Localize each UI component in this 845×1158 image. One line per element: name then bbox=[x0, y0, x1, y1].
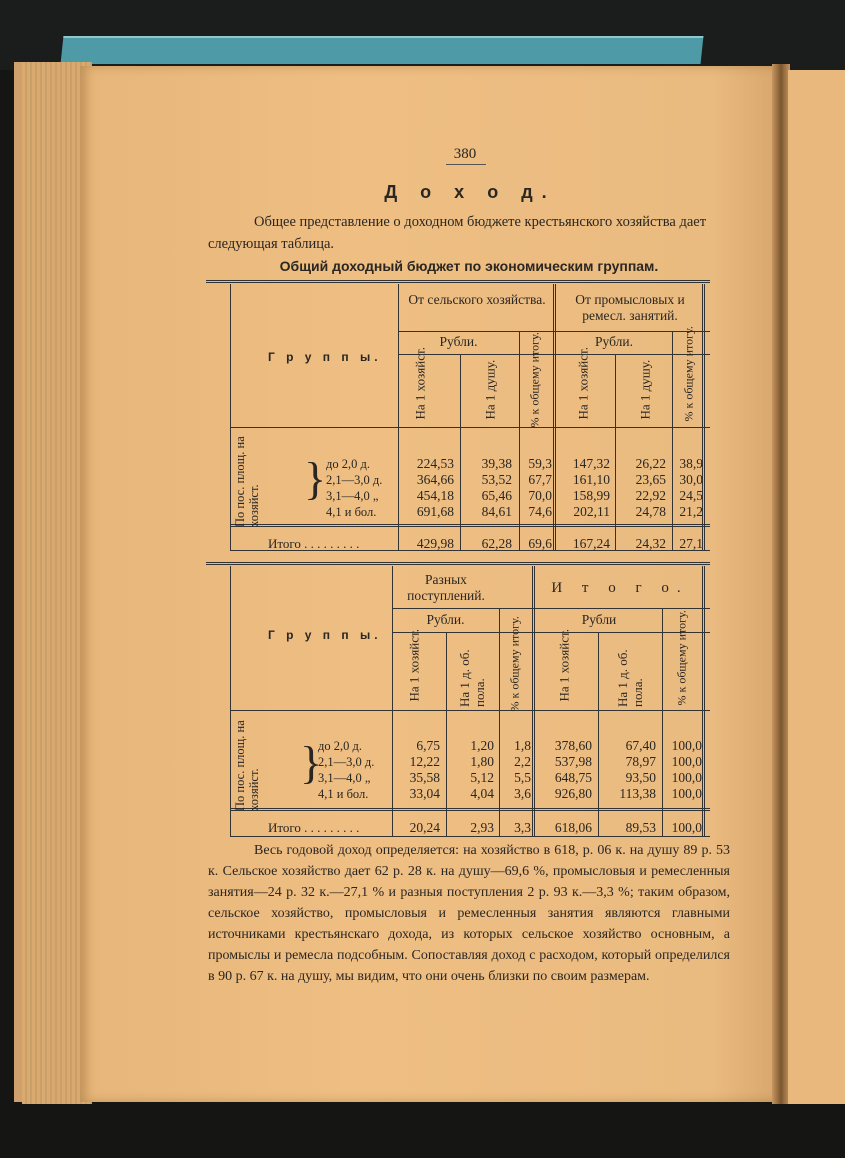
cell: 100,0 bbox=[671, 786, 702, 801]
column-values bbox=[673, 456, 703, 520]
background-bottom bbox=[0, 1104, 845, 1158]
cell: 23,65 bbox=[635, 472, 666, 487]
cell: 100,0 bbox=[671, 770, 702, 785]
col-per-area: На 1 д. об. пола. bbox=[457, 649, 487, 707]
section-title-total: И т о г о. bbox=[551, 580, 689, 596]
grid-line bbox=[553, 284, 556, 550]
section-title-agriculture: От сельского хозяйства. bbox=[408, 292, 546, 307]
table-top-rule bbox=[206, 562, 710, 565]
column-values bbox=[521, 456, 552, 520]
cell: 691,68 bbox=[416, 504, 454, 519]
row-label: 2,1—3,0 д. bbox=[318, 755, 375, 769]
income-table-1 bbox=[206, 280, 710, 552]
side-label: По пос. площ. на хозяйст. bbox=[233, 720, 261, 811]
cell: 158,99 bbox=[572, 488, 610, 503]
col-percent: % к общему итогу. bbox=[527, 332, 542, 428]
cell: 12,22 bbox=[409, 754, 440, 769]
cell: 1,20 bbox=[470, 738, 494, 753]
row-labels bbox=[326, 456, 382, 520]
row-label: до 2,0 д. bbox=[318, 739, 362, 753]
cell: 6,75 bbox=[416, 738, 440, 753]
cell: 113,38 bbox=[619, 786, 656, 801]
total-cell: 89,53 bbox=[625, 820, 656, 835]
grid-line bbox=[230, 566, 231, 836]
column-values bbox=[464, 456, 512, 520]
cell: 67,40 bbox=[625, 738, 656, 753]
total-cell: 24,32 bbox=[635, 536, 666, 551]
cell: 22,92 bbox=[635, 488, 666, 503]
col-per-area: На 1 д. об. пола. bbox=[615, 649, 645, 707]
facing-page bbox=[788, 70, 845, 1105]
cell: 100,0 bbox=[671, 754, 702, 769]
table-bottom-rule bbox=[230, 836, 710, 837]
row-label: 2,1—3,0 д. bbox=[326, 473, 383, 487]
cell: 38,9 bbox=[679, 456, 703, 471]
section-heading: Д о х о д. bbox=[384, 182, 556, 202]
col-percent: % к общему итогу. bbox=[674, 610, 689, 706]
section-title-trades: От промысловых и ремесл. занятий. bbox=[575, 292, 685, 323]
cell: 2,2 bbox=[514, 754, 531, 769]
grid-line bbox=[446, 632, 447, 836]
grid-line bbox=[392, 566, 393, 836]
cell: 4,04 bbox=[470, 786, 494, 801]
grid-line bbox=[532, 566, 535, 836]
side-label: По пос. площ. на хозяйст. bbox=[233, 436, 261, 527]
row-label: 4,1 и бол. bbox=[326, 505, 377, 519]
rubles-label: Рубли. bbox=[439, 334, 478, 349]
col-per-soul: На 1 душу. bbox=[482, 359, 498, 420]
column-values bbox=[664, 738, 702, 802]
col-per-household: На 1 хозяйст. bbox=[556, 629, 572, 702]
total-label: Итого . . . . . . . . . bbox=[268, 820, 360, 835]
cell: 5,12 bbox=[470, 770, 494, 785]
cell: 147,32 bbox=[572, 456, 610, 471]
total-cell: 167,24 bbox=[572, 536, 610, 551]
row-labels bbox=[318, 738, 374, 802]
column-values bbox=[618, 456, 666, 520]
grid-line bbox=[702, 566, 705, 836]
total-label: Итого . . . . . . . . . bbox=[268, 536, 360, 551]
cell: 65,46 bbox=[481, 488, 512, 503]
total-cell: 2,93 bbox=[470, 820, 494, 835]
table-title: Общий доходный бюджет по экономическим группам. bbox=[279, 258, 659, 274]
grid-line bbox=[598, 632, 599, 836]
column-values bbox=[538, 738, 592, 802]
header-bottom-rule bbox=[230, 710, 710, 711]
groups-header: Г р у п п ы. bbox=[268, 628, 382, 642]
col-percent: % к общему итогу. bbox=[507, 616, 522, 712]
cell: 926,80 bbox=[554, 786, 592, 801]
body-paragraph: Весь годовой доход определяется: на хозяйство в 618, р. 06 к. на душу 89 р. 53 к. Сельское хозяйство дает 62 р. 28 к. на душу—69,6 %, промысловыя и ремесленныя занятия—24 р. 32 к.—27,1 % и разныя поступления 2 р. 93 к.—3,3 %; таким образом, сельское хозяйство, промысловыя и ремесленныя занятия являются главными источниками крестьянскаго дохода, из которых сельское хозяйство основным, а промыслы и ремесла подсобным. Сопоставляя доход с расходом, который определился в 90 р. 67 к. на душу, мы видим, что они очень близки по своим размерам. bbox=[208, 843, 730, 984]
row-label: 3,1—4,0 „ bbox=[318, 771, 371, 785]
book-cover-edge bbox=[61, 36, 704, 64]
cell: 648,75 bbox=[554, 770, 592, 785]
page-number: 380 bbox=[453, 146, 477, 162]
cell: 537,98 bbox=[554, 754, 592, 769]
cell: 3,6 bbox=[514, 786, 531, 801]
cell: 78,97 bbox=[625, 754, 656, 769]
rubles-label: Рубли bbox=[581, 612, 617, 627]
grid-line bbox=[398, 284, 399, 550]
brace: } bbox=[304, 453, 327, 504]
grid-line bbox=[519, 331, 520, 550]
cell: 30,0 bbox=[679, 472, 703, 487]
total-cell: 100,0 bbox=[671, 820, 702, 835]
page-number-rule bbox=[446, 164, 486, 165]
table-top-rule bbox=[206, 280, 710, 283]
cell: 454,18 bbox=[416, 488, 454, 503]
cell: 67,7 bbox=[528, 472, 552, 487]
cell: 21,2 bbox=[679, 504, 703, 519]
cell: 26,22 bbox=[635, 456, 666, 471]
cell: 35,58 bbox=[409, 770, 440, 785]
cell: 53,52 bbox=[481, 472, 512, 487]
cell: 202,11 bbox=[573, 504, 610, 519]
column-values bbox=[396, 738, 440, 802]
cell: 224,53 bbox=[416, 456, 454, 471]
row-label: 4,1 и бол. bbox=[318, 787, 369, 801]
cell: 378,60 bbox=[554, 738, 592, 753]
col-per-household: На 1 хозяйст. bbox=[412, 347, 428, 420]
total-cell: 69,6 bbox=[528, 536, 552, 551]
rubles-label: Рубли. bbox=[595, 334, 633, 349]
cell: 24,78 bbox=[635, 504, 666, 519]
cell: 100,0 bbox=[671, 738, 702, 753]
income-table-2 bbox=[206, 562, 710, 840]
groups-header: Г р у п п ы. bbox=[268, 350, 382, 364]
column-values bbox=[558, 456, 610, 520]
rubles-label: Рубли. bbox=[426, 612, 465, 627]
cell: 33,04 bbox=[409, 786, 440, 801]
cell: 59,3 bbox=[528, 456, 552, 471]
cell: 70,0 bbox=[528, 488, 552, 503]
grid-line bbox=[230, 284, 231, 550]
intro-paragraph: Общее представление о доходном бюджете крестьянского хозяйства дает следующая таблица. bbox=[208, 214, 707, 252]
total-cell: 20,24 bbox=[409, 820, 440, 835]
total-rule bbox=[230, 808, 710, 811]
cell: 93,50 bbox=[625, 770, 656, 785]
column-values bbox=[450, 738, 494, 802]
cell: 1,8 bbox=[514, 738, 531, 753]
row-label: до 2,0 д. bbox=[326, 457, 370, 471]
cell: 161,10 bbox=[572, 472, 610, 487]
grid-line bbox=[460, 354, 461, 550]
total-cell: 429,98 bbox=[416, 536, 454, 551]
col-percent: % к общему итогу. bbox=[681, 326, 696, 422]
row-label: 3,1—4,0 „ bbox=[326, 489, 379, 503]
cell: 1,80 bbox=[470, 754, 494, 769]
section-title-misc: Разных поступлений. bbox=[407, 572, 485, 603]
grid-line bbox=[662, 608, 663, 836]
col-per-household: На 1 хозяйст. bbox=[406, 629, 422, 702]
header-bottom-rule bbox=[230, 427, 710, 428]
total-rule bbox=[230, 524, 710, 527]
total-cell: 62,28 bbox=[481, 536, 512, 551]
grid-line bbox=[499, 608, 500, 836]
col-per-household: На 1 хозяйст. bbox=[575, 347, 591, 420]
cell: 5,5 bbox=[514, 770, 531, 785]
total-cell: 618,06 bbox=[554, 820, 592, 835]
column-values bbox=[501, 738, 531, 802]
cell: 84,61 bbox=[481, 504, 512, 519]
cell: 364,66 bbox=[416, 472, 454, 487]
grid-line bbox=[615, 354, 616, 550]
cell: 74,6 bbox=[528, 504, 552, 519]
column-values bbox=[602, 738, 656, 802]
cell: 39,38 bbox=[481, 456, 512, 471]
total-cell: 3,3 bbox=[514, 820, 531, 835]
column-values bbox=[402, 456, 454, 520]
total-cell: 27,1 bbox=[679, 536, 703, 551]
cell: 24,5 bbox=[679, 488, 703, 503]
brace: } bbox=[300, 737, 323, 788]
col-per-soul: На 1 душу. bbox=[637, 359, 653, 420]
